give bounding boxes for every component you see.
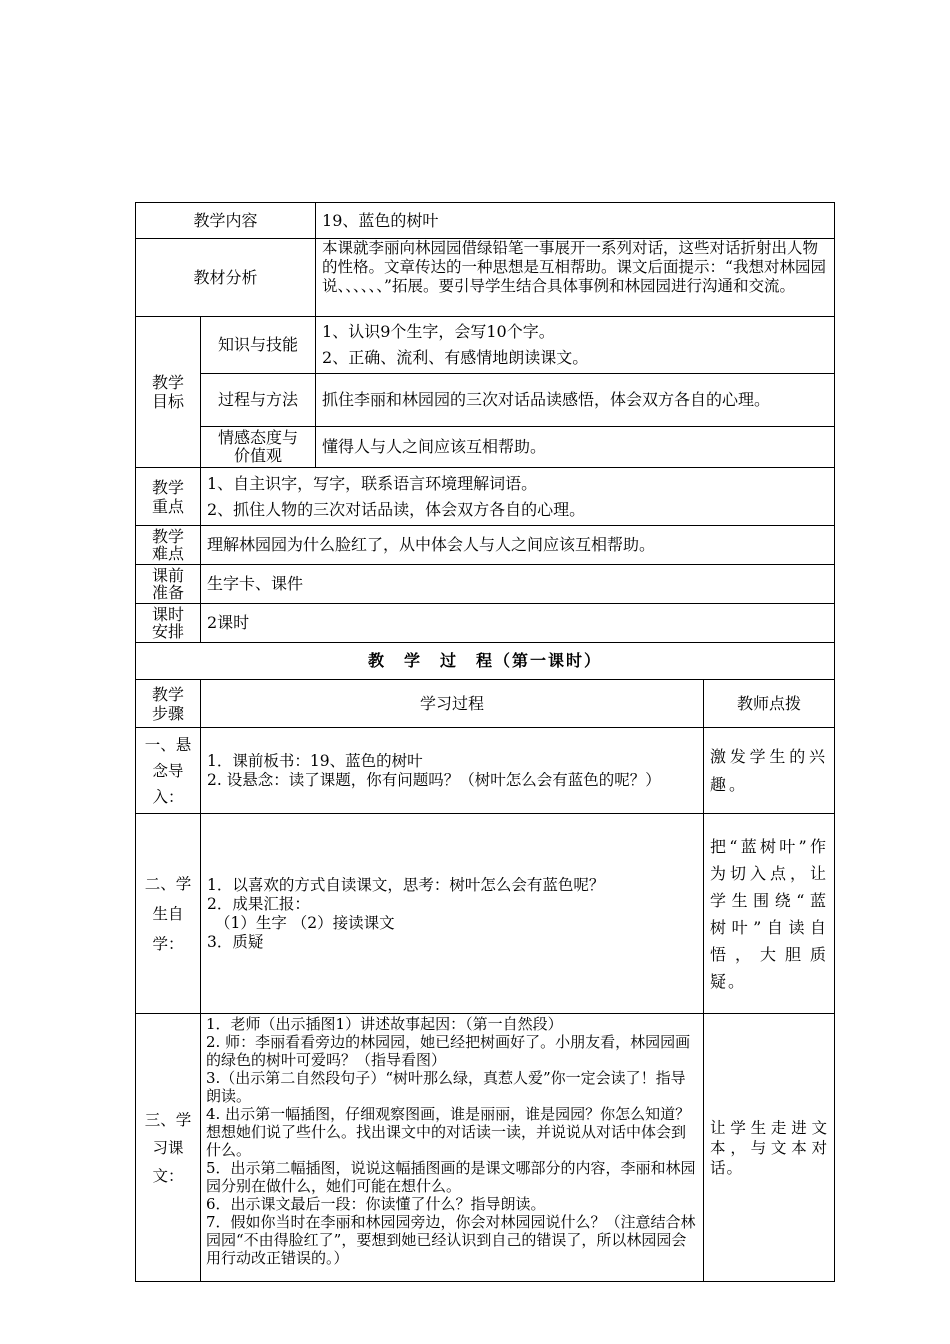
row-analysis — [136, 239, 835, 317]
goals-label: 教学目标 — [136, 317, 201, 468]
preparation-text: 生字卡、课件 — [201, 565, 835, 604]
goal-emotion-text: 懂得人与人之间应该互相帮助。 — [316, 427, 835, 468]
step-3-process: 1．老师（出示插图1）讲述故事起因：（第一自然段） 2. 师：李丽看看旁边的林园园，她已经把树画好了。小朋友看，林园园画的绿色的树叶可爱吗？（指导看图） 3.（出示第二自然段句子）“树叶那么绿，真惹人爱”你一定会读了！指导朗读。 4. 出示第一幅插图，仔细观察图画，谁是丽丽，谁是园园？你怎么知道？想想她们说了些什么。找出课文中的对话读一读，并说说从对话中体会到什么。 5．出示第二幅插图，说说这幅插图画的是课文哪部分的内容，李丽和林园园分别在做什么，她们可能在想什么。 6．出示课文最后一段：你读懂了什么？指导朗读。 7．假如你当时在李丽和林园园旁边，你会对林园园说什么？（注意结合林园园“不由得脸红了”，要想到她已经认识到自己的错误了，所以林园园会用行动改正错误的。） — [201, 1014, 704, 1282]
step-2-process: 1．以喜欢的方式自读课文，思考：树叶怎么会有蓝色呢？ 2．成果汇报： （1）生字 （2）接读课文 3．质疑 — [201, 814, 704, 1014]
process-title: 教 学 过 程（第一课时） — [136, 643, 835, 680]
content-label: 教学内容 — [136, 203, 316, 239]
goal-knowledge-label: 知识与技能 — [201, 317, 316, 374]
row-difficulty — [136, 526, 835, 565]
goal-knowledge-text: 1、认识9个生字，会写10个字。 2、正确、流利、有感情地朗读课文。 — [316, 317, 835, 374]
row-step-2 — [136, 814, 835, 1014]
lesson-plan — [135, 202, 834, 1282]
row-process-header — [136, 680, 835, 728]
step-1-process: 1．课前板书：19、蓝色的树叶 2. 设悬念：读了课题，你有问题吗？（树叶怎么会有蓝色的呢？） — [201, 728, 704, 814]
row-key-points — [136, 468, 835, 526]
row-step-1 — [136, 728, 835, 814]
row-process-title — [136, 643, 835, 680]
col-process-header: 学习过程 — [201, 680, 704, 728]
preparation-label: 课前准备 — [136, 565, 201, 604]
analysis-value: 本课就李丽向林园园借绿铅笔一事展开一系列对话，这些对话折射出人物的性格。文章传达的一种思想是互相帮助。课文后面提示：“我想对林园园说、、、、、、”拓展。要引导学生结合具体事例和林园园进行沟通和交流。 — [316, 239, 835, 317]
analysis-label: 教材分析 — [136, 239, 316, 317]
row-preparation — [136, 565, 835, 604]
difficulty-text: 理解林园园为什么脸红了，从中体会人与人之间应该互相帮助。 — [201, 526, 835, 565]
row-goal-process — [136, 374, 835, 427]
schedule-label: 课时安排 — [136, 604, 201, 643]
step-3-label: 三、学习课文： — [136, 1014, 201, 1282]
row-goal-knowledge — [136, 317, 835, 374]
key-points-label: 教学重点 — [136, 468, 201, 526]
key-points-text: 1、自主识字，写字，联系语言环境理解词语。 2、抓住人物的三次对话品读，体会双方各自的心理。 — [201, 468, 835, 526]
step-1-label: 一、悬念导入： — [136, 728, 201, 814]
goal-emotion-label: 情感态度与价值观 — [201, 427, 316, 468]
goal-process-label: 过程与方法 — [201, 374, 316, 427]
goal-process-text: 抓住李丽和林园园的三次对话品读感悟，体会双方各自的心理。 — [316, 374, 835, 427]
content-value: 19、蓝色的树叶 — [316, 203, 835, 239]
lesson-plan-table — [135, 202, 835, 1282]
row-goal-emotion — [136, 427, 835, 468]
step-2-tip: 把“蓝树叶”作为切入点，让学生围绕“蓝树叶”自读自悟，大胆质疑。 — [704, 814, 835, 1014]
step-2-label: 二、学生自学： — [136, 814, 201, 1014]
step-1-tip: 激发学生的兴趣。 — [704, 728, 835, 814]
schedule-text: 2课时 — [201, 604, 835, 643]
row-content — [136, 203, 835, 239]
row-schedule — [136, 604, 835, 643]
step-3-tip: 让学生走进文本，与文本对话。 — [704, 1014, 835, 1282]
col-step-header: 教学步骤 — [136, 680, 201, 728]
difficulty-label: 教学难点 — [136, 526, 201, 565]
col-tip-header: 教师点拨 — [704, 680, 835, 728]
row-step-3 — [136, 1014, 835, 1282]
